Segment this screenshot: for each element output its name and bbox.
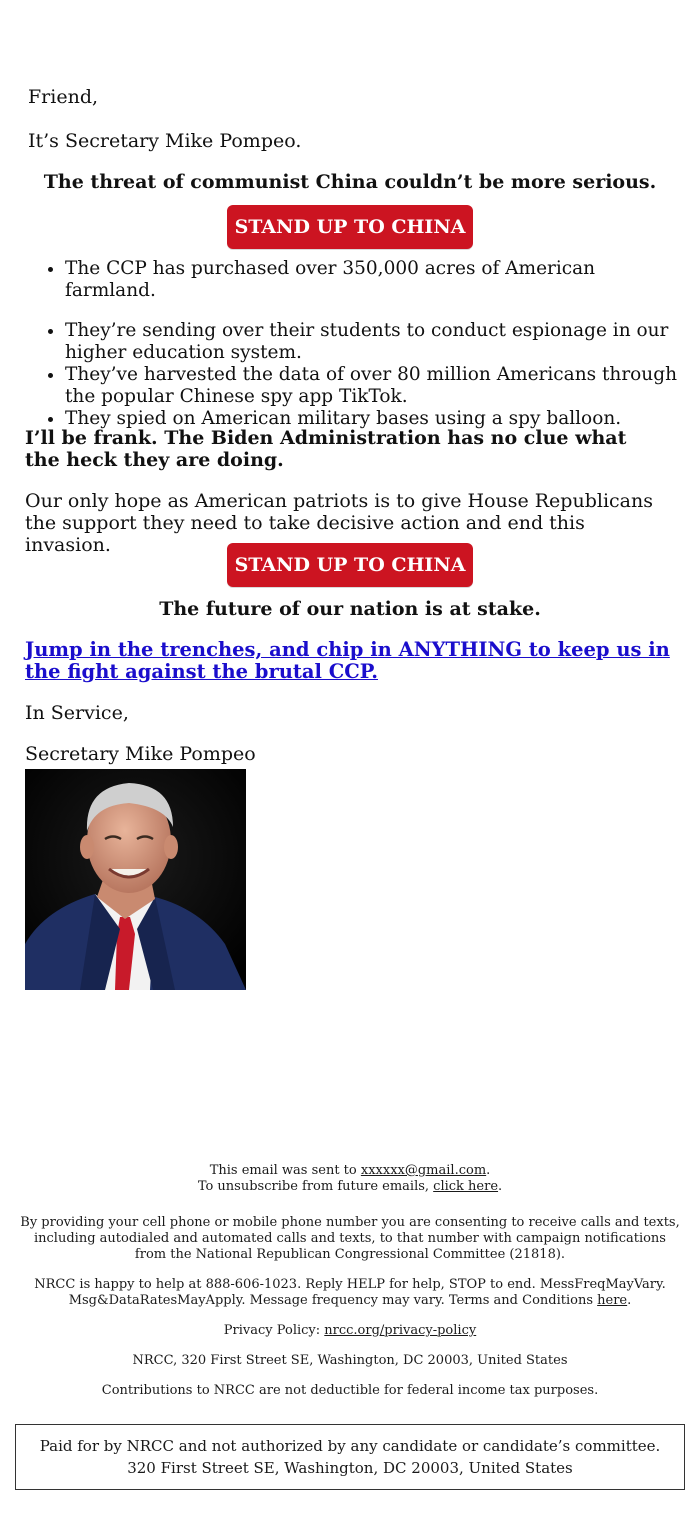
footer-privacy: [20, 1323, 680, 1339]
signature: Secretary Mike Pompeo: [25, 743, 256, 765]
facts-list: [27, 258, 682, 430]
unsubscribe-link[interactable]: click here: [433, 1179, 499, 1194]
help-text: NRCC is happy to help at 888-606-1023. Reply HELP for help, STOP to end. MessFreqMayVary. Msg&DataRatesMayApply. Message frequency may vary. Terms and Conditions: [34, 1277, 666, 1308]
stand-up-to-china-button-top[interactable]: STAND UP TO CHINA: [227, 205, 473, 249]
donate-link[interactable]: Jump in the trenches, and chip in ANYTHING to keep us in the fight against the brutal CCP.: [25, 638, 670, 683]
sent-to-label: This email was sent to: [209, 1163, 361, 1178]
recipient-email-link[interactable]: xxxxxx@gmail.com: [360, 1163, 487, 1178]
privacy-label: Privacy Policy:: [223, 1323, 325, 1338]
greeting: Friend,: [28, 86, 99, 108]
list-item: • They’re sending over their students to conduct espionage in our higher education system.: [65, 320, 682, 364]
hope-paragraph: Our only hope as American patriots is to give House Republicans the support they need to take decisive action and end this invasion.: [25, 490, 653, 556]
footer-address: NRCC, 320 First Street SE, Washington, DC 20003, United States: [132, 1353, 568, 1368]
paid-for-text: Paid for by NRCC and not authorized by any candidate or candidate’s committee. 320 First Street SE, Washington, DC 20003, United States: [39, 1437, 661, 1477]
frank-paragraph: I’ll be frank. The Biden Administration has no clue what the heck they are doing.: [25, 427, 627, 471]
list-item: • They’ve harvested the data of over 80 million Americans through the popular Chinese spy app TikTok.: [65, 364, 682, 408]
paid-for-disclaimer: [15, 1424, 685, 1490]
headline: The threat of communist China couldn’t be more serious.: [43, 171, 657, 193]
privacy-policy-link[interactable]: nrcc.org/privacy-policy: [324, 1323, 477, 1338]
unsubscribe-label: To unsubscribe from future emails,: [197, 1179, 434, 1194]
intro-line: It’s Secretary Mike Pompeo.: [28, 130, 302, 152]
terms-link[interactable]: here: [597, 1293, 628, 1308]
list-item: • They spied on American military bases using a spy balloon.: [65, 408, 682, 430]
signoff: In Service,: [25, 702, 129, 724]
list-item: • The CCP has purchased over 350,000 acres of American farmland.: [65, 258, 682, 302]
stand-up-to-china-button-bottom[interactable]: STAND UP TO CHINA: [227, 543, 473, 587]
future-line: The future of our nation is at stake.: [159, 598, 541, 620]
pompeo-photo: [25, 769, 246, 990]
footer-tax-note: Contributions to NRCC are not deductible for federal income tax purposes.: [101, 1383, 599, 1398]
footer-help: NRCC is happy to help at 888-606-1023. Reply HELP for help, STOP to end. MessFreqMayVary. Msg&DataRatesMayApply. Message frequency may vary. Terms and Conditions here.: [34, 1277, 666, 1308]
footer-consent: By providing your cell phone or mobile phone number you are consenting to receive calls and texts, including autodialed and automated calls and texts, to that number with campaign notifications from the National Republican Congressional Committee (21818).: [20, 1215, 680, 1262]
footer-sent-to: This email was sent to xxxxxx@gmail.com. To unsubscribe from future emails, click here.: [197, 1163, 503, 1194]
